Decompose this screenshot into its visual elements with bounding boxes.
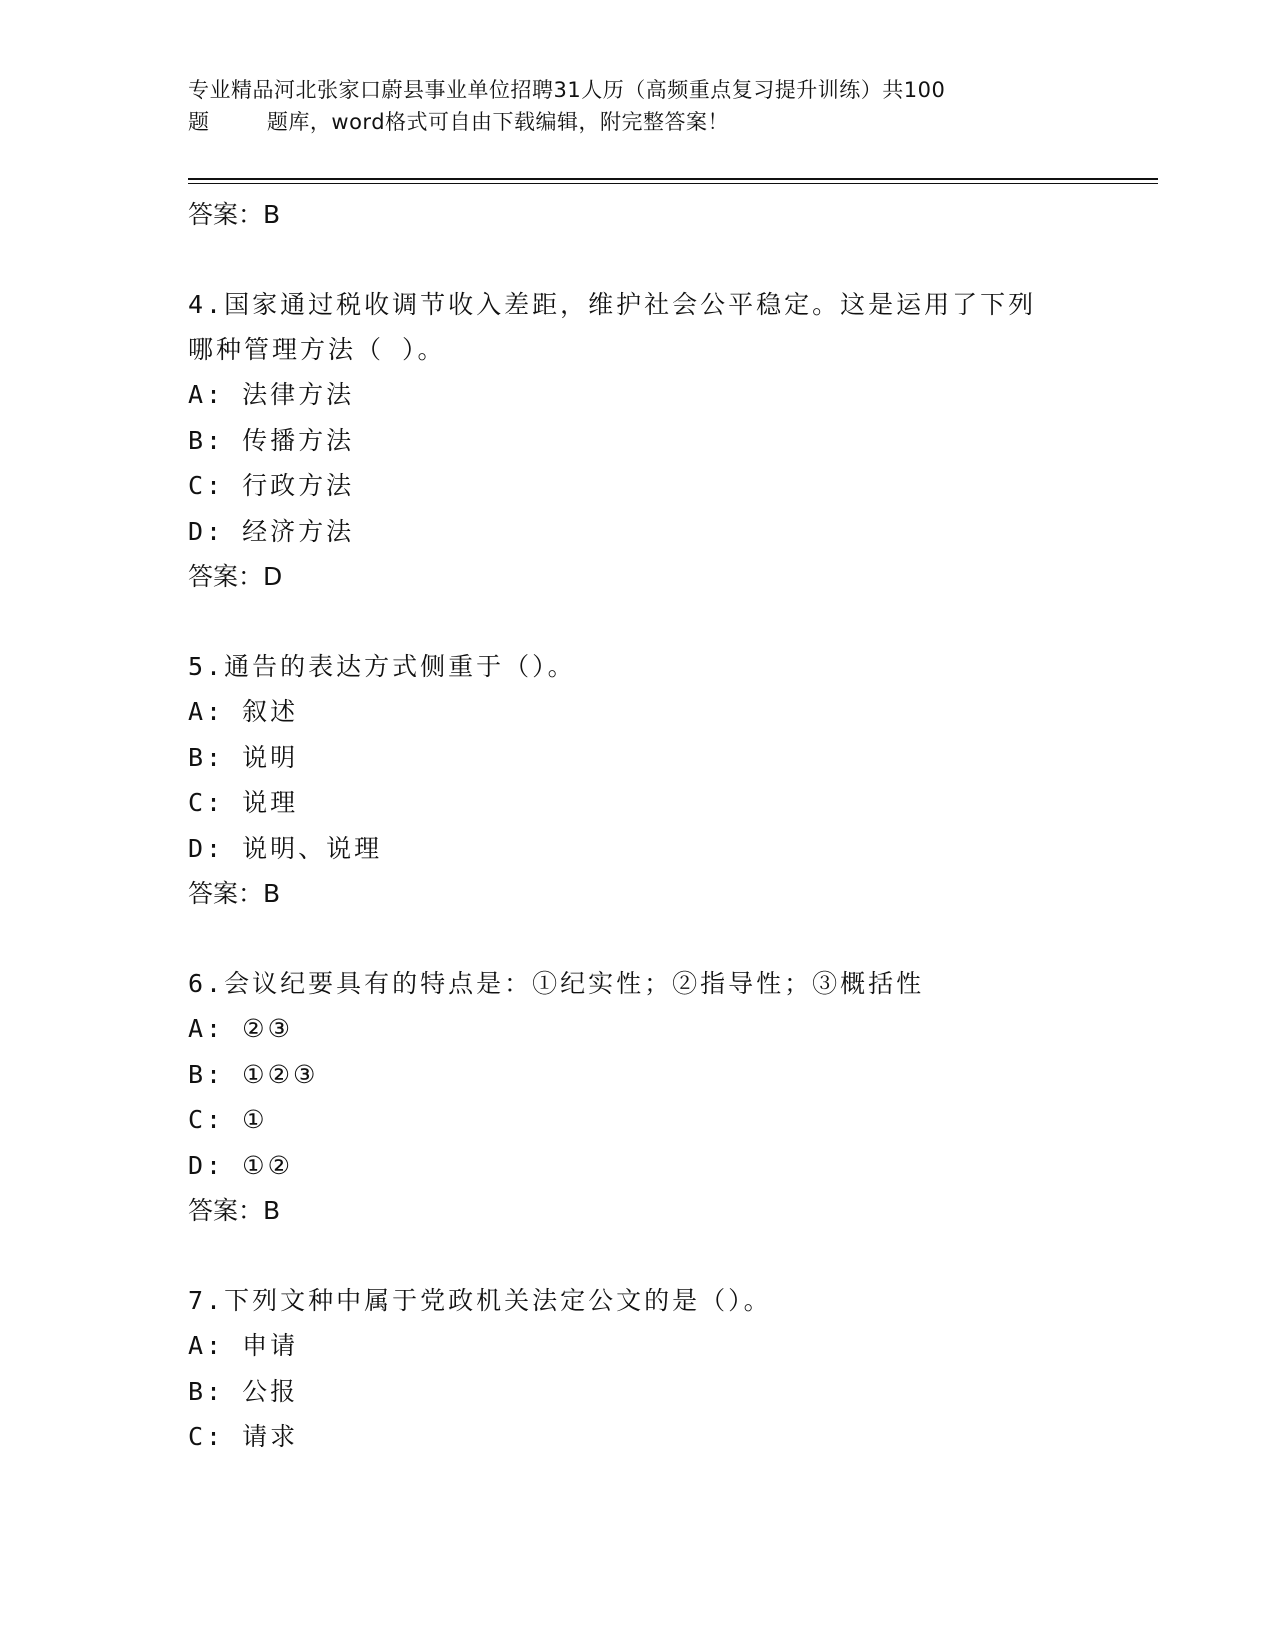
- option-d: D: ①②: [188, 1150, 293, 1180]
- question-text: 6.会议纪要具有的特点是：①纪实性；②指导性；③概括性: [188, 969, 925, 998]
- option-b: B: 公报: [188, 1376, 299, 1406]
- answer-line: 答案：B: [188, 1196, 281, 1225]
- answer-line: 答案：B: [188, 879, 281, 908]
- question-text: 哪种管理方法（ ）。: [188, 335, 446, 364]
- option-a: A: 叙述: [188, 697, 299, 726]
- question-block: [188, 644, 1148, 917]
- question-text: 5.通告的表达方式侧重于（）。: [188, 652, 576, 681]
- option-c: C: 行政方法: [188, 471, 355, 500]
- question-text: 7.下列文种中属于党政机关法定公文的是（）。: [188, 1286, 772, 1315]
- question-list: [188, 192, 1148, 1460]
- option-a: A: 法律方法: [188, 380, 355, 409]
- answer-line: 答案：D: [188, 562, 283, 591]
- option-a: A: ②③: [188, 1014, 293, 1043]
- option-d: D: 经济方法: [188, 516, 355, 546]
- question-text: 4.国家通过税收调节收入差距，维护社会公平稳定。这是运用了下列: [188, 290, 1037, 319]
- question-block: [188, 961, 1148, 1234]
- answer-line: 答案：B: [188, 200, 281, 229]
- option-b: B: 传播方法: [188, 425, 355, 455]
- document-header: [188, 74, 1078, 138]
- option-c: C: ①: [188, 1105, 268, 1134]
- option-d: D: 说明、说理: [188, 833, 383, 863]
- question-block: [188, 1278, 1148, 1460]
- option-b: B: 说明: [188, 742, 299, 772]
- header-divider: [188, 178, 1158, 184]
- option-a: A: 申请: [188, 1331, 299, 1360]
- option-b: B: ①②③: [188, 1059, 319, 1089]
- header-title-line-1: 专业精品河北张家口蔚县事业单位招聘31人历（高频重点复习提升训练）共100: [188, 78, 946, 102]
- option-c: C: 说理: [188, 788, 299, 817]
- option-c: C: 请求: [188, 1422, 299, 1451]
- question-block: [188, 282, 1148, 600]
- header-title-line-2: 题 题库，word格式可自由下载编辑，附完整答案！: [188, 110, 730, 134]
